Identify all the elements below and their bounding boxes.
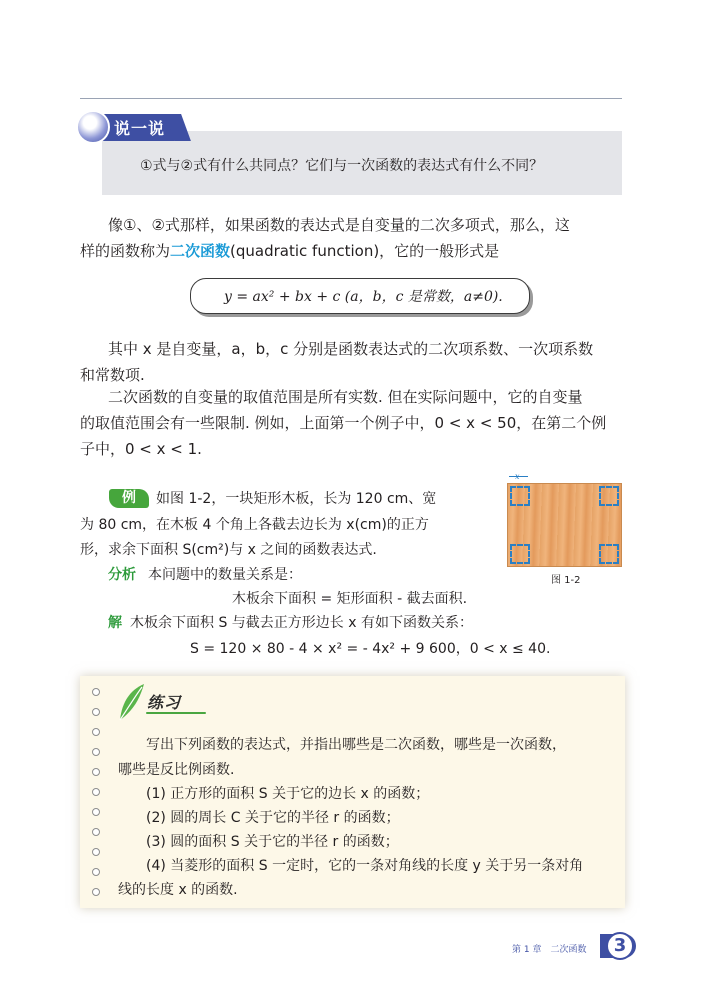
practice-intro-2: 哪些是反比例函数. xyxy=(118,762,235,778)
notebook-ring xyxy=(92,868,100,876)
practice-item-2: (2) 圆的周长 C 关于它的半径 r 的函数； xyxy=(146,810,400,826)
practice-title: 练习 xyxy=(147,693,182,712)
explain-line-1: 其中 x 是自变量，a，b，c 分别是函数表达式的二次项系数、一次项系数 xyxy=(108,340,594,358)
definition-line-2-pre: 样的函数称为 xyxy=(80,242,171,260)
explain-line-3: 二次函数的自变量的取值范围是所有实数. 但在实际问题中，它的自变量 xyxy=(108,388,583,406)
notebook-ring xyxy=(92,888,100,896)
solution-label: 解 xyxy=(108,615,122,631)
practice-item-3: (3) 圆的面积 S 关于它的半径 r 的函数； xyxy=(146,834,399,850)
page-number: 3 xyxy=(606,932,634,960)
explain-line-4: 的取值范围会有一些限制. 例如，上面第一个例子中，0 < x < 50，在第二个例 xyxy=(80,414,607,432)
definition-line-1: 像①、②式那样，如果函数的表达式是自变量的二次多项式，那么，这 xyxy=(108,216,570,234)
practice-item-4-cont: 线的长度 x 的函数. xyxy=(118,882,238,898)
analysis-text: 本问题中的数量关系是： xyxy=(148,567,302,583)
notebook-ring xyxy=(92,848,100,856)
notebook-ring xyxy=(92,808,100,816)
figure-x-label: x xyxy=(515,472,520,481)
chapter-footer: 第 1 章 二次函数 xyxy=(512,945,587,955)
analysis-label: 分析 xyxy=(108,567,136,583)
quadratic-function-term: 二次函数 xyxy=(170,242,231,260)
relation-text: 木板余下面积 = 矩形面积 - 截去面积. xyxy=(232,591,468,607)
cut-square-bottom-left xyxy=(510,544,530,564)
leaf-icon xyxy=(116,682,146,722)
explain-line-5: 子中，0 < x < 1. xyxy=(80,440,202,458)
notebook-ring xyxy=(92,688,100,696)
notebook-ring xyxy=(92,708,100,716)
cut-square-top-right xyxy=(599,486,619,506)
notebook-ring xyxy=(92,728,100,736)
example-line-2: 为 80 cm，在木板 4 个角上各截去边长为 x(cm)的正方 xyxy=(80,517,429,533)
definition-line-2-post: (quadratic function)，它的一般形式是 xyxy=(230,242,500,260)
solution-formula: S = 120 × 80 - 4 × x² = - 4x² + 9 600，0 < x ≤ 40. xyxy=(190,641,551,657)
practice-item-4: (4) 当菱形的面积 S 一定时，它的一条对角线的长度 y 关于另一条对角 xyxy=(146,858,584,874)
discussion-question: ①式与②式有什么共同点？它们与一次函数的表达式有什么不同？ xyxy=(140,158,544,174)
example-line-3: 形，求余下面积 S(cm²)与 x 之间的函数表达式. xyxy=(80,542,377,558)
notebook-ring xyxy=(92,748,100,756)
wood-board-figure xyxy=(507,483,622,567)
cut-square-top-left xyxy=(510,486,530,506)
example-line-1: 如图 1-2，一块矩形木板，长为 120 cm、宽 xyxy=(156,491,437,507)
general-form-formula: y = ax² + bx + c (a，b，c 是常数，a≠0). xyxy=(224,289,503,305)
discussion-title: 说一说 xyxy=(114,119,166,138)
top-rule xyxy=(80,98,622,99)
practice-intro-1: 写出下列函数的表达式，并指出哪些是二次函数，哪些是一次函数， xyxy=(146,737,566,753)
practice-title-underline xyxy=(146,712,206,714)
notebook-ring xyxy=(92,788,100,796)
notebook-ring xyxy=(92,768,100,776)
solution-text: 木板余下面积 S 与截去正方形边长 x 有如下函数关系： xyxy=(130,615,473,631)
definition-line-2 xyxy=(80,238,499,264)
figure-caption: 图 1-2 xyxy=(551,575,581,586)
speech-icon xyxy=(76,110,110,144)
practice-item-1: (1) 正方形的面积 S 关于它的边长 x 的函数； xyxy=(146,786,430,802)
example-tag: 例 xyxy=(109,489,149,508)
notebook-ring xyxy=(92,828,100,836)
cut-square-bottom-right xyxy=(599,544,619,564)
explain-line-2: 和常数项. xyxy=(80,366,145,384)
